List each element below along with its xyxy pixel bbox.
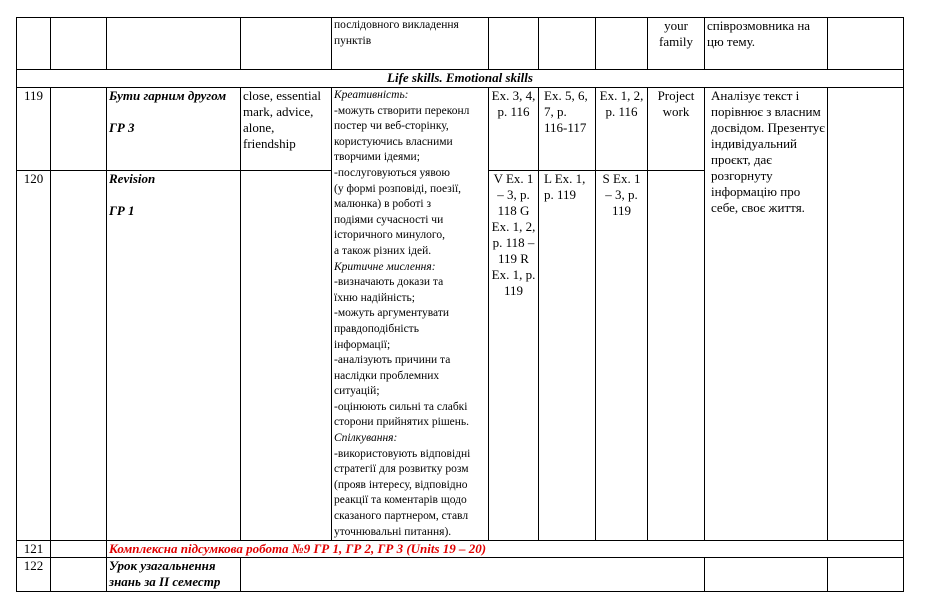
competence-line: сторони прийнятих рішень. (334, 416, 470, 429)
competence-line: -послуговуються уявою (334, 166, 451, 179)
group-label: ГР 1 (109, 202, 135, 218)
competence-line: а також різних ідей. (334, 244, 432, 257)
lesson-number: 121 (17, 541, 51, 558)
competence-line: -можуть створити переконл (334, 104, 470, 117)
lesson-plan-table (16, 17, 904, 592)
speaking-cell: your family (648, 18, 705, 70)
vocabulary-cell (241, 170, 332, 540)
cell (17, 18, 51, 70)
cell (241, 18, 332, 70)
vocabulary-cell: close, essential mark, advice, alone, friendship (241, 88, 332, 171)
topic-title: Бути гарним другом (109, 88, 227, 103)
speaking-cell: Project work (648, 88, 705, 171)
competence-line: -аналізують причини та (334, 354, 451, 367)
section-title: Life skills. Emotional skills (17, 70, 904, 88)
reading-cell: V Ex. 1 – 3, p. 118 G Ex. 1, 2, p. 118 – 119 R Ex. 1, p. 119 (489, 170, 539, 540)
competence-line: ситуацій; (334, 385, 380, 398)
cell (828, 88, 904, 541)
cell (489, 18, 539, 70)
competence-line: уточнювальні питання). (334, 525, 452, 538)
grammar-cell: Ex. 1, 2, p. 116 (596, 88, 648, 171)
competence-line: творчими ідеями; (334, 151, 420, 164)
writing-cell: Аналізує текст і порівнює з власним досвідом. Презентує індивідуальний проєкт, дає розгорнуту інформацію про себе, своє життя. (705, 88, 828, 541)
table-row (17, 88, 904, 171)
cell (705, 558, 828, 592)
competence-heading: Критичне мислення: (334, 260, 436, 273)
competence-line: (прояв інтересу, відповідно (334, 478, 468, 491)
cell (539, 18, 596, 70)
cell (828, 558, 904, 592)
lesson-topic (107, 170, 241, 540)
cell (51, 170, 107, 540)
cell (51, 18, 107, 70)
competence-line: стратегії для розвитку розм (334, 463, 469, 476)
competence-line: реакції та коментарів щодо (334, 494, 467, 507)
lesson-number: 119 (17, 88, 51, 171)
cell (596, 18, 648, 70)
summary-test-title: Комплексна підсумкова робота №9 ГР 1, ГР 2, ГР 3 (Units 19 – 20) (107, 541, 904, 558)
competences-cell: послідовного викладення пунктів (332, 18, 489, 70)
competence-line: -використовують відповідні (334, 447, 471, 460)
competence-line: сказаного партнером, ставл (334, 510, 469, 523)
speaking-cell (648, 170, 705, 540)
group-label: ГР 3 (109, 120, 135, 135)
lesson-topic (107, 88, 241, 171)
competence-line: -можуть аргументувати (334, 307, 450, 320)
competence-line: подіями сучасності чи (334, 213, 444, 226)
reading-cell: Ex. 3, 4, p. 116 (489, 88, 539, 171)
competence-line: інформації; (334, 338, 391, 351)
table-row (17, 541, 904, 558)
lesson-number: 122 (17, 558, 51, 592)
competence-heading: Креативність: (334, 89, 409, 101)
competence-line: малюнка) в роботі з (334, 198, 432, 211)
cell (51, 541, 107, 558)
competences-cell (332, 88, 489, 541)
continuation-row (17, 18, 904, 70)
cell (107, 18, 241, 70)
competence-line: користуючись власними (334, 135, 453, 148)
cell (51, 88, 107, 171)
competence-line: -визначають докази та (334, 276, 444, 289)
section-row (17, 70, 904, 88)
topic-title: Revision (109, 170, 156, 186)
cell (51, 558, 107, 592)
competence-line: наслідки проблемних (334, 369, 440, 382)
competence-line: постер чи веб-сторінку, (334, 120, 449, 133)
lesson-topic: Урок узагальнення знань за II семестр (107, 558, 241, 592)
table-row (17, 558, 904, 592)
listening-cell: L Ex. 1, p. 119 (539, 170, 596, 540)
competence-line: (у формі розповіді, поезії, (334, 182, 462, 195)
competence-line: правдоподібність (334, 322, 419, 335)
competence-heading: Спілкування: (334, 432, 398, 445)
competence-line: історичного минулого, (334, 229, 445, 242)
grammar-cell: S Ex. 1 – 3, p. 119 (596, 170, 648, 540)
writing-cell: співрозмовника на цю тему. (705, 18, 828, 70)
cell (241, 558, 705, 592)
lesson-number: 120 (17, 170, 51, 540)
listening-cell: Ex. 5, 6, 7, p. 116-117 (539, 88, 596, 171)
competence-line: їхню надійність; (334, 291, 415, 304)
cell (828, 18, 904, 70)
competence-line: -оцінюють сильні та слабкі (334, 400, 468, 413)
